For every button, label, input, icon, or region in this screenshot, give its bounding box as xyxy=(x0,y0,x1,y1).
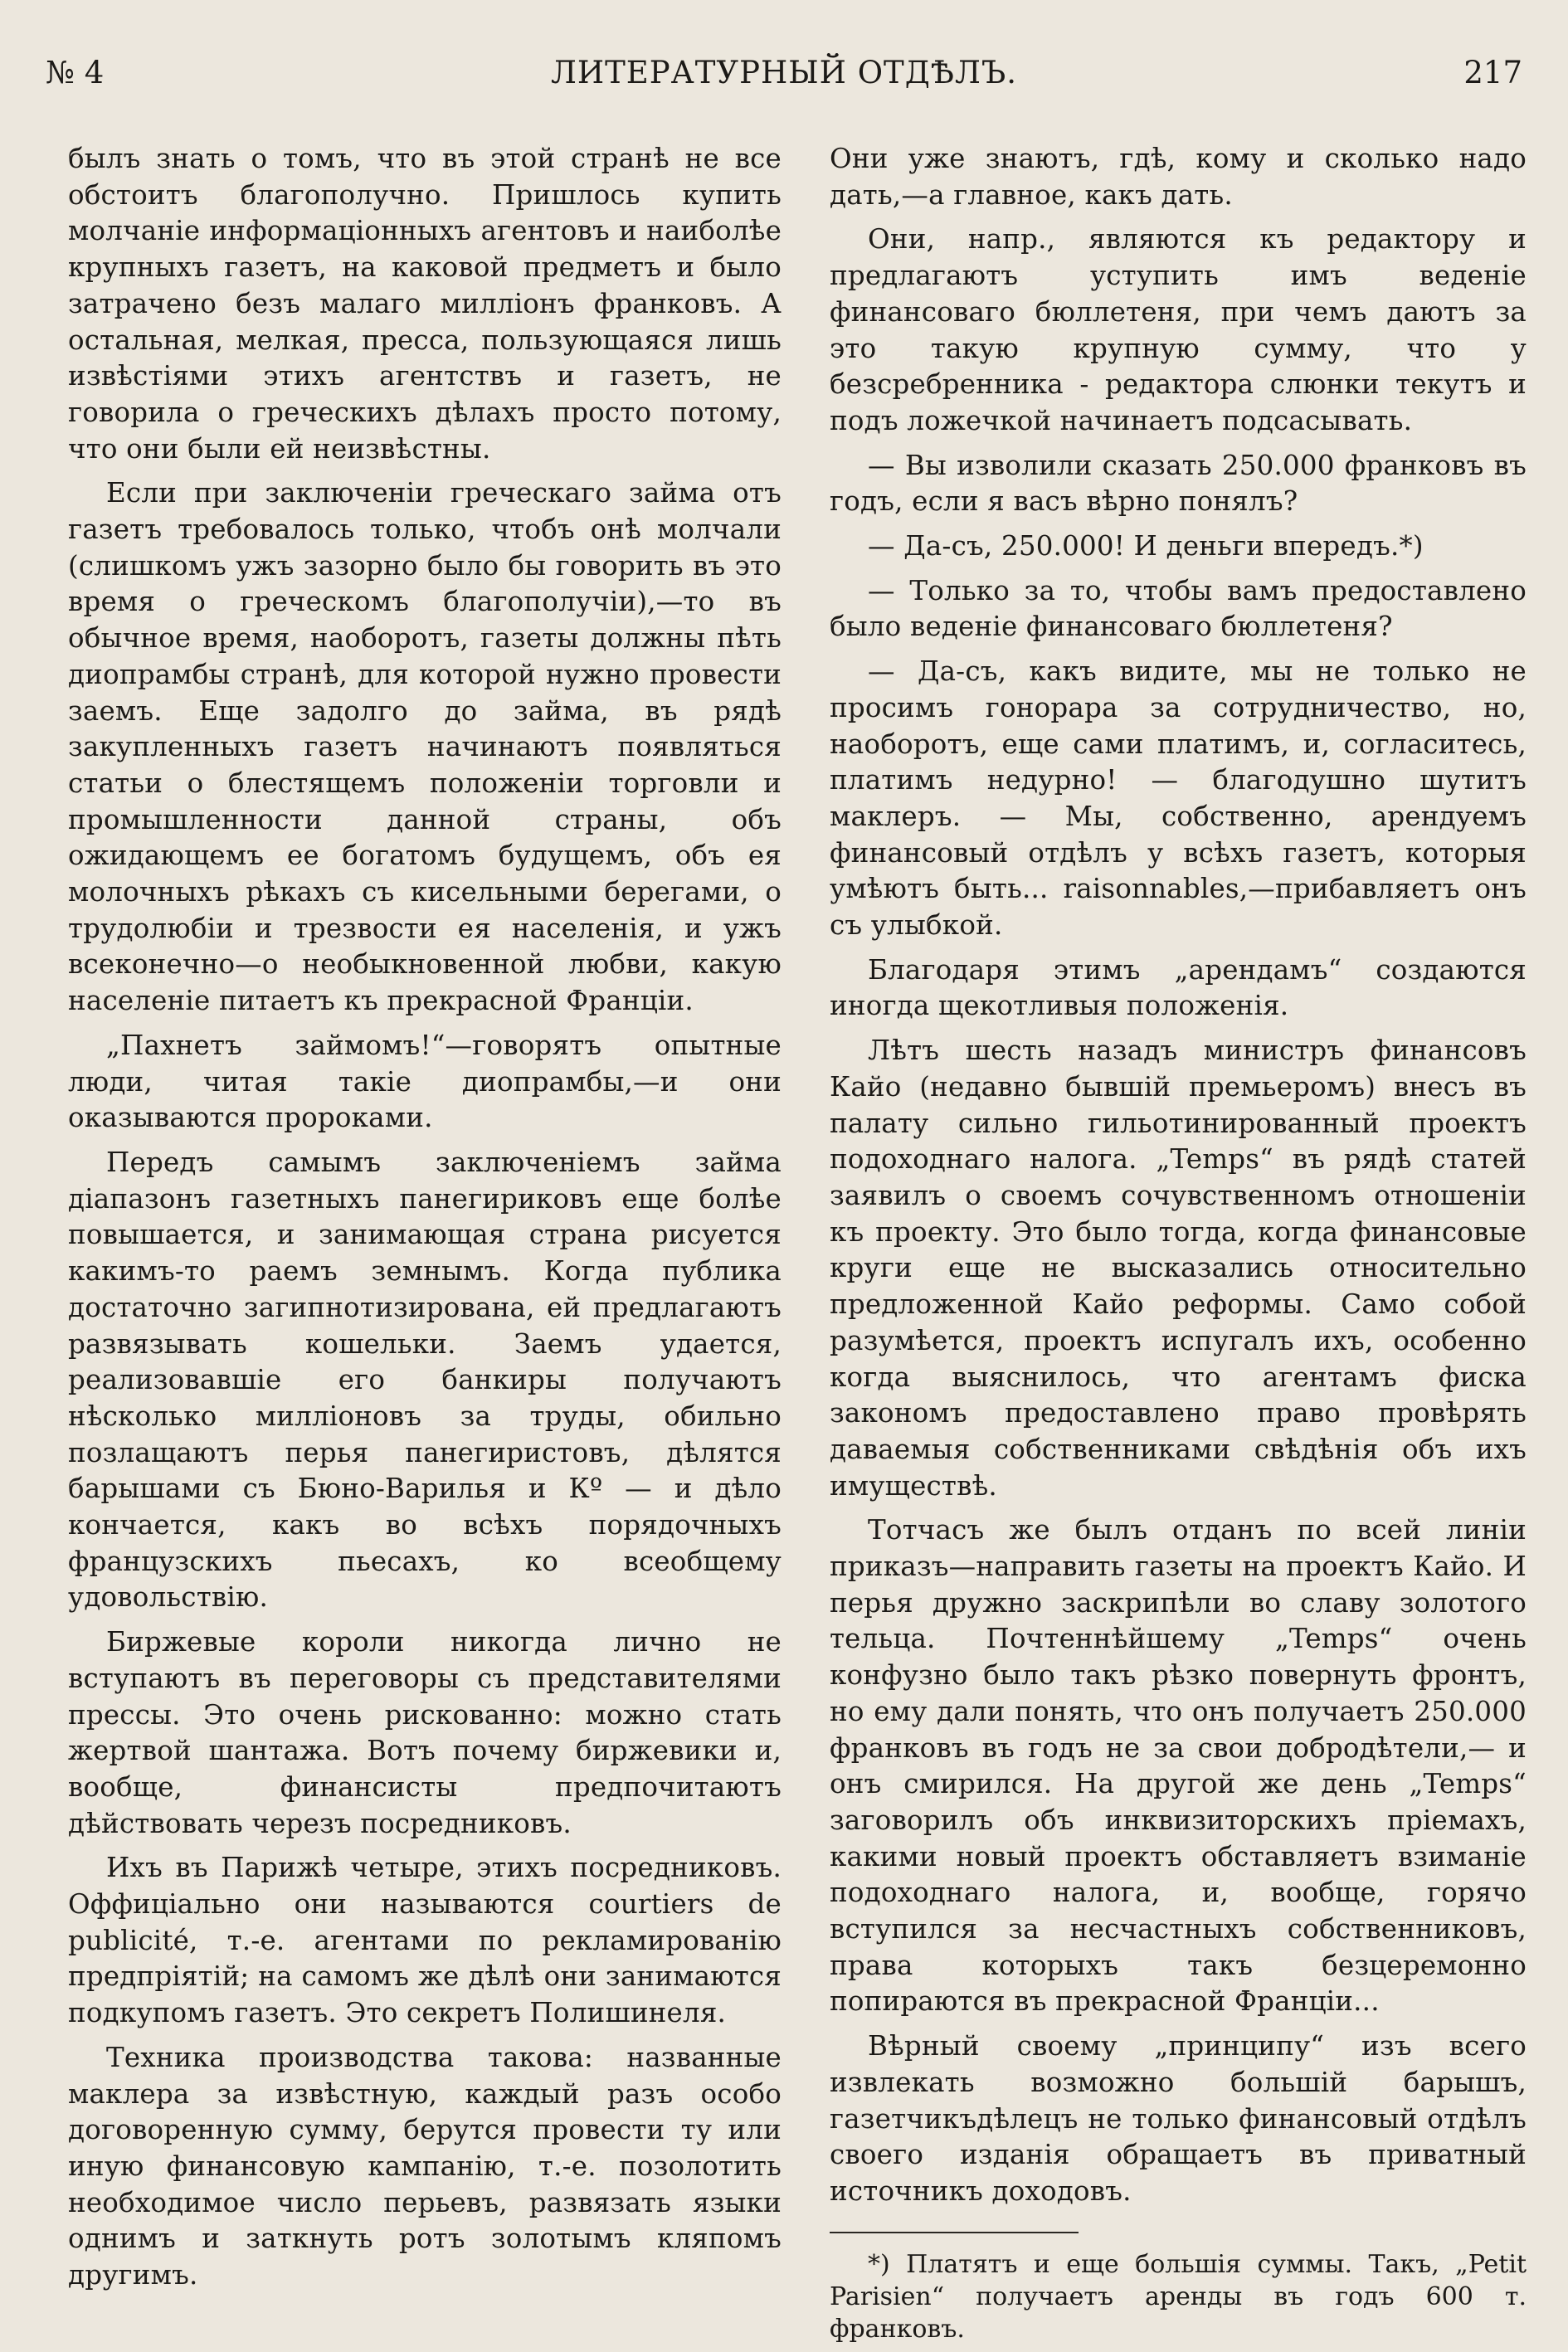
paragraph: Они, напр., являются къ редактору и предлагаютъ уступить имъ веденіе финансоваго бюллетеня, при чемъ даютъ за это такую крупную сумму, что у безсребренника - редактора слюнки текутъ и подъ ложечкой начинаетъ подсасывать. xyxy=(830,223,1527,436)
paragraph: Лѣтъ шесть назадъ министръ финансовъ Кайо (недавно бывшій премьеромъ) внесъ въ палату сильно гильотинированный проектъ подоходнаго налога. „Temps“ въ рядѣ статей заявилъ о своемъ сочувственномъ отношеніи къ проекту. Это было тогда, когда финансовые круги еще не высказались относительно предложенной Кайо реформы. Само собой разумѣется, проектъ испугалъ ихъ, особенно когда выяснилось, что агентамъ фиска закономъ предоставлено право провѣрять даваемыя собственниками свѣдѣнія объ ихъ имуществѣ. xyxy=(830,1035,1527,1502)
paragraph: Если при заключеніи греческаго займа отъ газетъ требовалось только, чтобъ онѣ молчали (слишкомъ ужъ зазорно было бы говорить въ это время о греческомъ благополучіи),—то въ обычное время, наоборотъ, газеты должны пѣть диопрамбы странѣ, для которой нужно провести заемъ. Еще задолго до займа, въ рядѣ закупленныхъ газетъ начинаютъ появляться статьи о блестящемъ положеніи торговли и промышленности данной страны, объ ожидающемъ ее богатомъ будущемъ, объ ея молочныхъ рѣкахъ съ кисельными берегами, о трудолюбіи и трезвости ея населенія, и ужъ всеконечно—о необыкновенной любви, какую населеніе питаетъ къ прекрасной Франціи. xyxy=(68,477,782,1017)
dialogue-line: — Только за то, чтобы вамъ предоставлено было веденіе финансоваго бюллетеня? xyxy=(830,574,1527,643)
paragraph: Ихъ въ Парижѣ четыре, этихъ посредниковъ. Оффиціально они называются courtiers de publicité, т.-е. агентами по рекламированію предпріятій; на самомъ же дѣлѣ они занимаются подкупомъ газетъ. Это секретъ Полишинеля. xyxy=(68,1852,782,2029)
paragraph: Тотчасъ же былъ отданъ по всей линіи приказъ—направить газеты на проектъ Кайо. И перья дружно заскрипѣли во славу золотого тельца. Почтеннѣйшему „Temps“ очень конфузно было такъ рѣзко повернуть фронтъ, но ему дали понять, что онъ получаетъ 250.000 франковъ въ годъ не за свои добродѣтели,— и онъ смирился. На другой же день „Temps“ заговорилъ объ инквизиторскихъ пріемахъ, какими новый проектъ обставляетъ взиманіе подоходнаго налога, и, вообще, горячо вступился за несчастныхъ собственниковъ, права которыхъ такъ безцеремонно попираются въ прекрасной Франціи... xyxy=(830,1514,1527,2018)
footnote: *) Платятъ и еще большія суммы. Такъ, „Petit Parisien“ получаетъ аренды въ годъ 600 т. франковъ. xyxy=(830,2250,1527,2344)
paragraph: Биржевые короли никогда лично не вступаютъ въ переговоры съ представителями прессы. Это очень рискованно: можно стать жертвой шантажа. Вотъ почему биржевики и, вообще, финансисты предпочитаютъ дѣйствовать черезъ посредниковъ. xyxy=(68,1626,782,1839)
paragraph: былъ знать о томъ, что въ этой странѣ не все обстоитъ благополучно. Пришлось купить молчаніе информаціонныхъ агентовъ и наиболѣе крупныхъ газетъ, на каковой предметъ и было затрачено безъ малаго милліонъ франковъ. А остальная, мелкая, пресса, пользующаяся лишь извѣстіями этихъ агентствъ и газетъ, не говорила о греческихъ дѣлахъ просто потому, что они были ей неизвѣстны. xyxy=(68,143,782,465)
paragraph: Вѣрный своему „принципу“ изъ всего извлекать возможно большій барышъ, газетчикъдѣлецъ не только финансовый отдѣлъ своего изданія обращаетъ въ приватный источникъ доходовъ. xyxy=(830,2030,1527,2207)
dialogue-line: — Да-съ, 250.000! И деньги впередъ.*) xyxy=(868,530,1424,562)
paragraph: Они уже знаютъ, гдѣ, кому и сколько надо дать,—а главное, какъ дать. xyxy=(830,143,1527,211)
right-column xyxy=(830,141,1527,2218)
page-header xyxy=(46,48,1522,98)
footnote-divider xyxy=(830,2232,1079,2233)
page-number: 217 xyxy=(1463,55,1522,90)
paragraph: Благодаря этимъ „арендамъ“ создаются иногда щекотливыя положенія. xyxy=(830,953,1527,1022)
left-column xyxy=(68,141,782,2302)
dialogue-line: — Вы изволили сказать 250.000 франковъ въ годъ, если я васъ вѣрно понялъ? xyxy=(830,449,1527,518)
paragraph: Техника производства такова: названные маклера за извѣстную, каждый разъ особо договоренную сумму, берутся провести ту или иную финансовую кампанію, т.-е. позолотить необходимое число перьевъ, развязать языки однимъ и заткнуть ротъ золотымъ кляпомъ другимъ. xyxy=(68,2041,782,2291)
issue-number: № 4 xyxy=(46,55,105,90)
paragraph: „Пахнетъ займомъ!“—говорятъ опытные люди, читая такіе диопрамбы,—и они оказываются пророками. xyxy=(68,1029,782,1134)
paragraph: Передъ самымъ заключеніемъ займа діапазонъ газетныхъ панегириковъ еще болѣе повышается, и занимающая страна рисуется какимъ-то раемъ земнымъ. Когда публика достаточно загипнотизирована, ей предлагаютъ развязывать кошельки. Заемъ удается, реализовавшіе его банкиры получаютъ нѣсколько милліоновъ за труды, обильно позлащаютъ перья панегиристовъ, дѣлятся барышами съ Бюно-Варилья и Кº — и дѣло кончается, какъ во всѣхъ порядочныхъ французскихъ пьесахъ, ко всеобщему удовольствію. xyxy=(68,1146,782,1614)
dialogue-line: — Да-съ, какъ видите, мы не только не просимъ гонорара за сотрудничество, но, наоборотъ, еще сами платимъ, и, согласитесь, платимъ недурно! — благодушно шутитъ маклеръ. — Мы, собственно, арендуемъ финансовый отдѣлъ у всѣхъ газетъ, которыя умѣютъ быть... raisonnables,—прибавляетъ онъ съ улыбкой. xyxy=(830,655,1527,942)
section-title: ЛИТЕРАТУРНЫЙ ОТДѢЛЪ. xyxy=(550,55,1018,90)
